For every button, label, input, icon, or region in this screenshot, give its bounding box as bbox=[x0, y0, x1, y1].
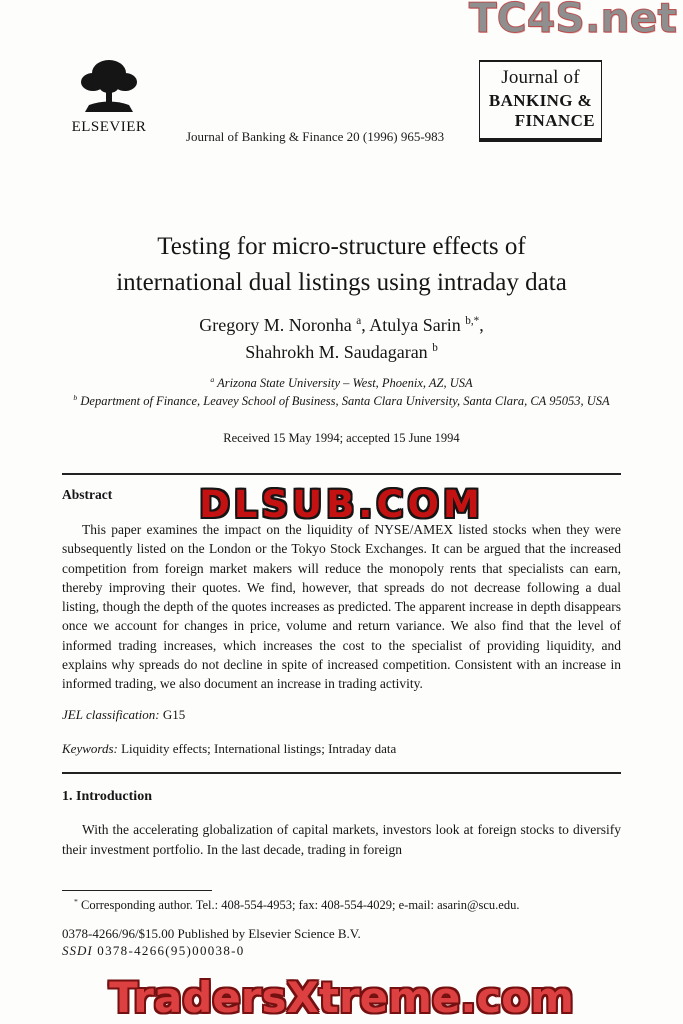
ssdi-label: SSDI bbox=[62, 943, 93, 958]
received-dates: Received 15 May 1994; accepted 15 June 1994 bbox=[223, 431, 460, 445]
jel-label: JEL classification: bbox=[62, 707, 160, 722]
ssdi-line bbox=[62, 943, 245, 959]
jel-classification bbox=[62, 707, 185, 723]
journal-box-line3: FINANCE bbox=[514, 111, 595, 130]
watermark-middle: DLSUB.COM bbox=[199, 483, 484, 526]
author-name: Shahrokh M. Saudagaran bbox=[245, 342, 428, 362]
section-divider bbox=[62, 473, 621, 475]
paper-title bbox=[40, 229, 643, 300]
keywords-value: Liquidity effects; International listings; Intraday data bbox=[117, 741, 397, 756]
affiliation-text: Department of Finance, Leavey School of Business, Santa Clara University, Santa Clara, CA 95053, USA bbox=[80, 394, 610, 409]
footnote-divider bbox=[62, 890, 212, 891]
keywords-label: Keywords: bbox=[62, 741, 118, 756]
author-separator: , bbox=[361, 315, 370, 335]
footnote-marker: * bbox=[74, 896, 78, 906]
author-affiliation-mark: b bbox=[432, 342, 438, 354]
affiliation-list bbox=[60, 374, 623, 410]
section-divider bbox=[62, 772, 621, 774]
paper-title-line2: international dual listings using intraday data bbox=[116, 268, 567, 296]
journal-citation: Journal of Banking & Finance 20 (1996) 965-983 bbox=[186, 129, 445, 144]
section-1-heading: 1. Introduction bbox=[62, 789, 152, 804]
affiliation-b bbox=[60, 392, 623, 410]
author-name: Gregory M. Noronha bbox=[199, 315, 352, 335]
watermark-bottom: TradersXtreme.com bbox=[109, 973, 574, 1022]
elsevier-logo-block bbox=[64, 58, 154, 136]
keywords bbox=[62, 741, 396, 757]
paper-title-line1: Testing for micro-structure effects of bbox=[157, 233, 526, 260]
affiliation-mark: a bbox=[210, 374, 215, 384]
abstract-text: This paper examines the impact on the liquidity of NYSE/AMEX listed stocks when they were subsequently listed on the London or the Tokyo Stock Exchanges. It can be argued that the increased competition from foreign market makers will reduce the monopoly rents that specialists can earn, thereby improving their quotes. We find, however, that spreads do not decrease following a dual listing, though the depth of the quotes increases as predicted. The apparent increase in depth disappears once we account for changes in price, volume and return variance. We also find that the level of informed trading increases, which increases the cost to the specialist of providing liquidity, and explains why spreads do not decline in spite of increased competition. Consistent with an increase in informed trading, we also document an increase in trading activity. bbox=[62, 522, 621, 692]
abstract-heading: Abstract bbox=[62, 487, 113, 502]
author-affiliation-mark: a bbox=[356, 315, 362, 327]
affiliation-a bbox=[60, 374, 623, 392]
journal-title-box bbox=[479, 60, 602, 142]
journal-box-line1: Journal of bbox=[501, 67, 580, 88]
affiliation-text: Arizona State University – West, Phoenix, AZ, USA bbox=[217, 376, 473, 390]
author-list bbox=[40, 312, 643, 366]
author-affiliation-mark: b,* bbox=[465, 315, 480, 327]
elsevier-wordmark: ELSEVIER bbox=[71, 119, 147, 135]
author-name: Atulya Sarin bbox=[369, 315, 461, 335]
copyright-line: 0378-4266/96/$15.00 Published by Elsevier Science B.V. bbox=[62, 926, 361, 941]
ssdi-value: 0378-4266(95)00038-0 bbox=[92, 943, 245, 958]
affiliation-mark: b bbox=[73, 392, 78, 402]
elsevier-tree-icon bbox=[71, 58, 147, 116]
author-separator: , bbox=[479, 315, 484, 335]
corresponding-author-footnote bbox=[62, 898, 602, 913]
journal-box-line2: BANKING & bbox=[488, 91, 593, 110]
watermark-top: TC4S.net bbox=[468, 0, 677, 42]
footnote-text: Corresponding author. Tel.: 408-554-4953; fax: 408-554-4029; e-mail: asarin@scu.edu. bbox=[77, 898, 520, 912]
section-1-text: With the accelerating globalization of capital markets, investors look at foreign stocks to diversify their investment portfolio. In the last decade, trading in foreign bbox=[62, 822, 621, 857]
jel-value: G15 bbox=[159, 707, 186, 722]
